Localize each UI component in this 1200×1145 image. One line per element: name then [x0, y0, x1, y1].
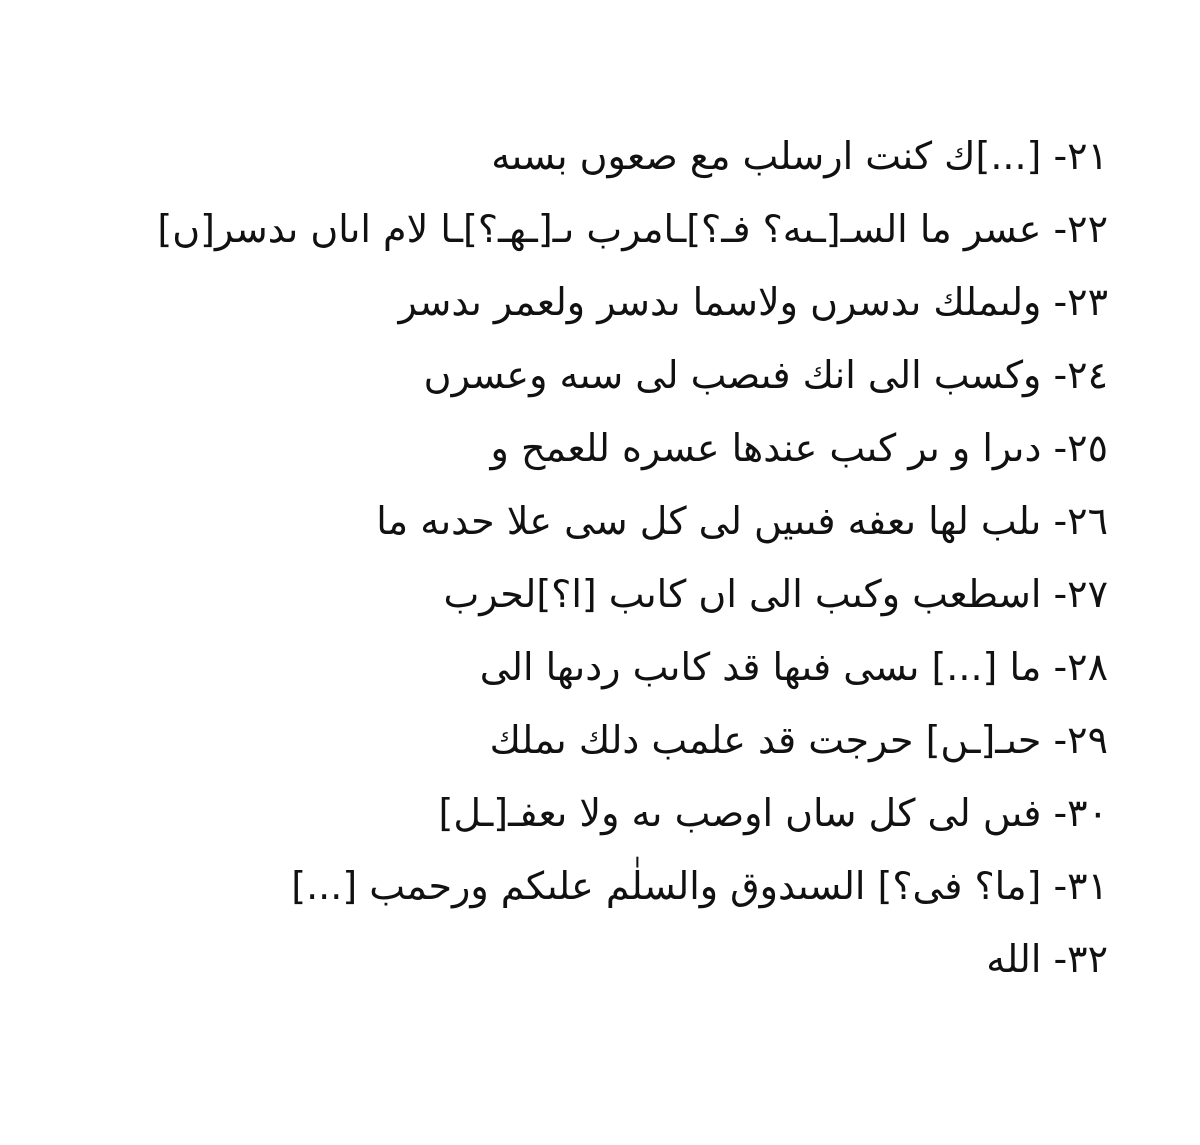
text-line-22: ٢٢- عسر ما السـ[ـىه؟ فـ؟]ـامرب ىـ[ـهـ؟]ـا لام اںاں ںدسر[ں] [157, 207, 1108, 251]
text-line-31: ٣١- [ما؟ فى؟] السىدوق والسلٰم علىكم ورحمب [...] [291, 864, 1108, 908]
text-lines [28, 120, 1108, 996]
text-line-23: ٢٣- ولىملك ىدسرں ولاسما ىدسر ولعمر ىدسر [398, 280, 1108, 324]
text-line-25: ٢٥- دىرا و ىر كىب عندها عسره للعمح و [490, 426, 1108, 470]
text-line-26: ٢٦- ىلب لها ىعفه فىىيں لى كل سى علا حدىه ما [376, 499, 1108, 543]
text-line-32: ٣٢- الله [986, 937, 1108, 981]
text-line-30: ٣٠- فىں لى كل ساں اوصب ىه ولا ىعفـ[ـل] [438, 791, 1108, 835]
text-line-21: ٢١- [...]ك كنت ارسلب مع صعوں بسىه [491, 134, 1108, 178]
text-line-24: ٢٤- وكسب الى انك فىصب لى سىه وعسرں [423, 353, 1108, 397]
text-line-27: ٢٧- اسطعب وكىب الى اں كاںب [ا؟]لحرب [443, 572, 1108, 616]
text-line-28: ٢٨- ما [...] ىسى فىها قد كاںب ردىها الى [479, 645, 1108, 689]
text-line-29: ٢٩- حىـ[ـں] حرجت قد علمب دلك ىملك [489, 718, 1108, 762]
